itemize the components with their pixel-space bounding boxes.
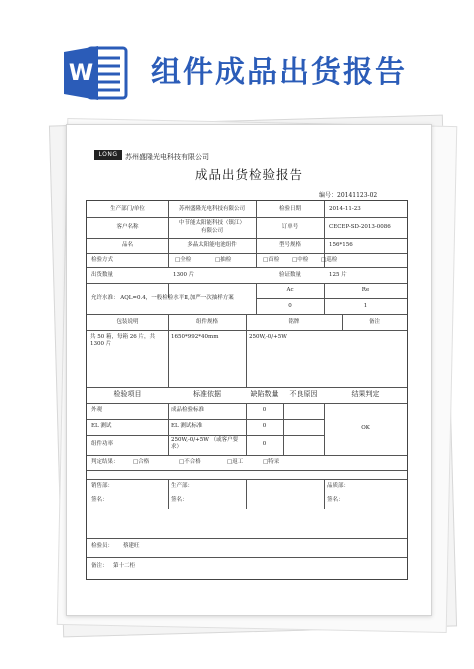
row-divider <box>87 283 407 284</box>
word-icon <box>62 44 128 102</box>
inspect-row-defects: 0 <box>262 407 267 413</box>
col-divider <box>246 479 247 509</box>
row-divider <box>87 330 407 331</box>
inspect-row-defects: 0 <box>262 423 267 429</box>
row-divider <box>87 470 407 471</box>
row-divider <box>87 479 407 480</box>
dept-label: 生产部门/单位 <box>110 206 145 212</box>
row-divider <box>87 238 407 239</box>
company-logo: LONG <box>94 150 122 160</box>
quality-dept-label: 品质部： <box>327 483 350 489</box>
sales-dept-label: 销售部： <box>91 483 114 489</box>
svg-text:W: W <box>68 61 94 86</box>
judge-label: 判定结果： <box>91 459 119 465</box>
order-label: 订单号 <box>281 224 299 230</box>
col-divider <box>283 403 284 455</box>
row-divider <box>87 538 407 539</box>
row-divider <box>87 403 407 404</box>
method-label: 检验方式 <box>91 257 114 263</box>
verify-qty-label: 验证数量 <box>278 272 301 278</box>
row-divider <box>87 435 324 436</box>
judge-option-fail[interactable]: □不合格 <box>179 459 201 465</box>
row-divider <box>87 253 407 254</box>
re-label: Re <box>361 287 370 293</box>
inspection-form <box>86 200 408 580</box>
inspector-label: 检验员： <box>91 543 114 549</box>
pack-value: 共 50 箱，每箱 26 片，共 1300 片 <box>90 334 155 347</box>
row-divider <box>87 314 407 315</box>
date-value: 2014-11-23 <box>329 206 361 212</box>
verify-qty-value: 125 片 <box>329 272 347 278</box>
product-label: 品名 <box>121 242 133 248</box>
inspect-row-item: 外观 <box>91 407 103 413</box>
nameplate-header: 铭牌 <box>288 319 300 325</box>
banner-title: 组件成品出货报告 <box>151 55 407 90</box>
production-dept-label: 生产部： <box>171 483 194 489</box>
ac-value: 0 <box>288 303 292 309</box>
method-option-sample[interactable]: □抽检 <box>215 257 232 263</box>
spec-value: 1650*992*40mm <box>171 334 219 340</box>
col-divider <box>324 479 325 509</box>
document-number: 编号：20141123-02 <box>319 192 378 199</box>
product-value: 多晶太阳能电池组件 <box>187 242 237 248</box>
method-option-first[interactable]: □首检 <box>263 257 280 263</box>
inspect-row-standard: 250W,-0/+5W （或客户要求） <box>171 437 239 450</box>
inspect-row-standard: 成品检验标准 <box>171 407 205 413</box>
customer-value-line-2: 有限公司 <box>200 228 223 234</box>
row-divider <box>87 387 407 388</box>
remark-label: 备注： <box>91 563 108 569</box>
order-value: CECEP-SD-2013-0086 <box>329 224 391 230</box>
model-label: 型号规格 <box>278 242 301 248</box>
sales-signature-label: 签名： <box>91 497 108 503</box>
method-option-mid[interactable]: □中检 <box>292 257 309 263</box>
ship-qty-value: 1300 片 <box>173 272 195 278</box>
inspect-result-header: 结果判定 <box>351 390 380 398</box>
inspect-item-header: 检验项目 <box>113 390 142 398</box>
inspect-row-item: 组件功率 <box>91 441 114 447</box>
col-divider <box>168 253 169 267</box>
banner <box>0 0 474 112</box>
aql-text: 允许水准： AQL=0.4，一般检验水平Ⅱ,加严一次抽样方案 <box>91 295 234 301</box>
judge-option-concession[interactable]: □特采 <box>263 459 280 465</box>
col-divider <box>168 479 169 509</box>
row-divider <box>87 217 407 218</box>
inspect-defect-header: 缺陷数量 <box>250 390 279 398</box>
customer-value-line-1: 中节能太阳能科技（镇江） <box>178 220 245 226</box>
production-signature-label: 签名： <box>171 497 188 503</box>
company-name: 苏州盛隆光电科技有限公司 <box>125 153 209 161</box>
judge-option-pass[interactable]: □合格 <box>133 459 150 465</box>
remark-value: 第十二柜 <box>113 563 136 569</box>
pack-header: 包装说明 <box>116 319 139 325</box>
row-divider <box>87 557 407 558</box>
date-label: 检验日期 <box>278 206 301 212</box>
inspector-name: 蔡建旺 <box>123 543 140 549</box>
inspect-cause-header: 不良原因 <box>289 390 318 398</box>
inspect-row-standard: EL 测试标准 <box>171 423 203 429</box>
document-title: 成品出货检验报告 <box>194 167 303 182</box>
model-value: 156*156 <box>329 242 353 248</box>
ac-label: Ac <box>286 287 294 293</box>
inspect-result-value: OK <box>361 425 370 431</box>
row-divider <box>87 267 407 268</box>
nameplate-value: 250W,-0/+5W <box>249 334 287 340</box>
method-option-patrol[interactable]: □巡检 <box>321 257 338 263</box>
pack-remark-header: 备注 <box>368 319 380 325</box>
method-option-full[interactable]: □全检 <box>175 257 192 263</box>
judge-option-rework[interactable]: □返工 <box>227 459 244 465</box>
quality-signature-label: 签名： <box>327 497 344 503</box>
row-divider <box>87 419 324 420</box>
inspect-standard-header: 标准依据 <box>193 390 221 398</box>
re-value: 1 <box>363 303 368 309</box>
dept-value: 苏州盛隆光电科技有限公司 <box>178 206 245 212</box>
inspect-row-item: EL 测试 <box>91 423 112 429</box>
spec-header: 组件规格 <box>195 319 218 325</box>
col-divider <box>168 403 169 455</box>
row-divider <box>256 298 407 299</box>
row-divider <box>87 455 407 456</box>
document-page <box>66 124 432 616</box>
ship-qty-label: 出货数量 <box>91 272 114 278</box>
inspect-row-defects: 0 <box>262 441 267 447</box>
customer-label: 客户名称 <box>116 224 139 230</box>
